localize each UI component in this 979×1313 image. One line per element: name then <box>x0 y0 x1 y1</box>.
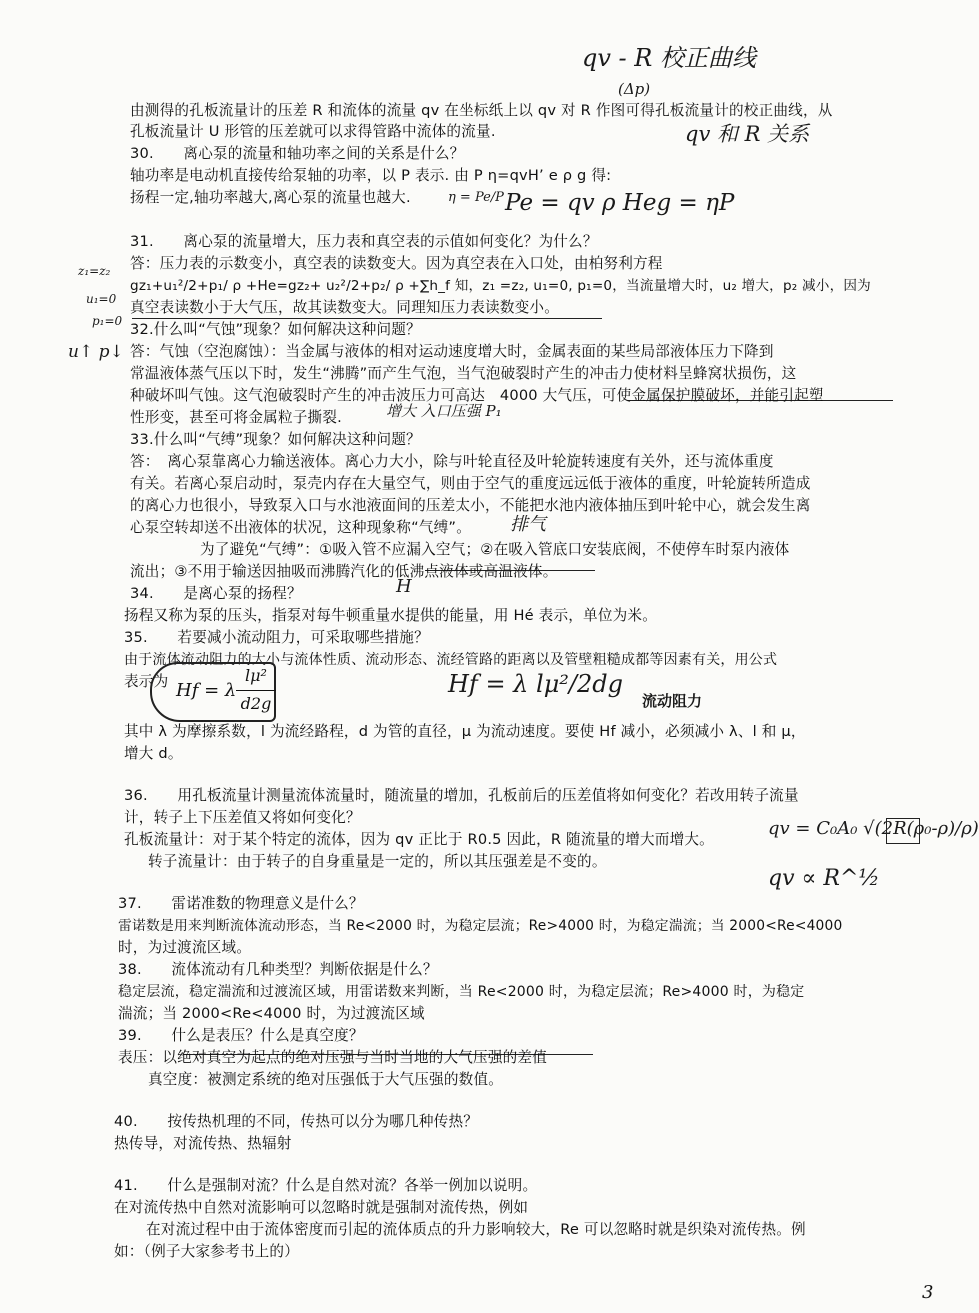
handwritten-qv-prop: qv ∝ R^½ <box>768 866 880 891</box>
answer-31: 真空表读数小于大气压，故其读数变大。同理知压力表读数变小。 <box>130 299 560 316</box>
question-40: 40. 按传热机理的不同，传热可以分为哪几种传热？ <box>114 1113 479 1130</box>
answer-32: 常温液体蒸气压以下时，发生“沸腾”而产生气泡，当气泡破裂时产生的冲击力使材料呈蜂窝状损伤，这 <box>130 365 797 382</box>
question-32: 32.什么叫“气蚀”现象？如何解决这种问题？ <box>130 321 421 338</box>
question-33: 33.什么叫“气缚”现象？如何解决这种问题？ <box>130 431 421 448</box>
handwritten-note-dp: (Δp) <box>618 80 651 98</box>
handwritten-formula-hf: Hf = λ lμ²/2dg <box>448 670 623 698</box>
question-36: 36. 用孔板流量计测量流体流量时，随流量的增加，孔板前后的压差值将如何变化？若改用转子流量 <box>124 787 799 804</box>
formula-lhs: Hf = λ <box>176 680 237 701</box>
answer-38: 稳定层流，稳定湍流和过渡流区域，用雷诺数来判断，当 Re<2000 时，为稳定层流；Re>4000 时，为稳定 <box>118 984 805 1000</box>
answer-37: 雷诺数是用来判断流体流动形态，当 Re<2000 时，为稳定层流；Re>4000 时，为稳定湍流；当 2000<Re<4000 <box>118 918 843 934</box>
question-41: 41. 什么是强制对流？什么是自然对流？各举一例加以说明。 <box>114 1177 538 1194</box>
answer-33: 答： 离心泵靠离心力输送液体。离心力大小，除与叶轮直径及叶轮旋转速度有关外，还与流体重度 <box>130 453 774 470</box>
answer-35: 增大 d。 <box>124 745 183 762</box>
handwritten-eta-frac: η = Pe/P <box>448 190 504 205</box>
handwritten-u-zero: u₁=0 <box>86 292 117 306</box>
question-30: 30. 离心泵的流量和轴功率之间的关系是什么？ <box>130 145 465 162</box>
answer-38: 湍流；当 2000<Re<4000 时，为过渡流区域 <box>118 1005 425 1022</box>
answer-33: 心泵空转却送不出液体的状况，这种现象称“气缚”。 <box>130 519 471 536</box>
answer-31: 答：压力表的示数变小，真空表的读数变大。因为真空表在入口处，由柏努利方程 <box>130 255 663 272</box>
handwritten-u-p: u↑ p↓ <box>68 342 124 362</box>
answer-32: 答：气蚀（空泡腐蚀）：当金属与液体的相对运动速度增大时，金属表面的某些局部液体压力下降到 <box>130 343 774 360</box>
handwritten-note-exhaust: 排气 <box>510 514 546 535</box>
handwritten-note-calibration: qv - R 校正曲线 <box>582 44 756 72</box>
answer-36: 孔板流量计：对于某个特定的流体，因为 qv 正比于 R0.5 因此，R 随流量的增大而增大。 <box>124 831 714 848</box>
answer-34: 扬程又称为泵的压头，指泵对每牛顿重量水提供的能量，用 Hé 表示，单位为米。 <box>124 607 658 624</box>
pen-box-formula <box>886 818 920 844</box>
answer-30: 轴功率是电动机直接传给泵轴的功率，以 P 表示. 由 P η=qvH’ e ρ g 得: <box>130 167 612 184</box>
answer-32: 性形变，甚至可将金属粒子撕裂. <box>130 409 342 426</box>
formula-denominator: d2g <box>240 694 272 713</box>
question-39: 39. 什么是表压？什么是真空度？ <box>118 1027 364 1044</box>
question-36: 计，转子上下压差值又将如何变化？ <box>124 809 361 826</box>
handwritten-note-34: H <box>396 576 412 597</box>
answer-32: 种破坏叫气蚀。这气泡破裂时产生的冲击波压力可高达 4000 大气压，可使金属保护膜破坏，并能引起塑 <box>130 387 824 404</box>
handwritten-z-eq: z₁=z₂ <box>78 264 111 278</box>
question-31: 31. 离心泵的流量增大，压力表和真空表的示值如何变化？为什么？ <box>130 233 598 250</box>
handwritten-note-32: 增大 入口压强 P₁ <box>386 402 502 420</box>
answer-41: 在对流过程中由于流体密度而引起的流体质点的升力影响较大，Re 可以忽略时就是织染对流传热。例 <box>146 1221 806 1238</box>
formula-fraction-bar <box>236 690 276 691</box>
answer-30: 扬程一定,轴功率越大,离心泵的流量也越大. <box>130 189 411 206</box>
answer-35: 由于流体流动阻力的大小与流体性质、流动形态、流经管路的距离以及管壁粗糙成都等因素有关，用公式 <box>124 652 778 668</box>
answer-40: 热传导，对流传热、热辐射 <box>114 1135 292 1152</box>
answer-33: 的离心力也很小，导致泵入口与水池液面间的压差太小，不能把水池内液体抽压到叶轮中心，就会发生离 <box>130 497 811 514</box>
answer-39: 真空度：被测定系统的绝对压强低于大气压强的数值。 <box>148 1071 504 1088</box>
answer-36: 转子流量计：由于转子的自身重量是一定的，所以其压强差是不变的。 <box>148 853 607 870</box>
answer-31: gz₁+u₁²/2+p₁/ ρ +He=gz₂+ u₂²/2+p₂/ ρ +∑h_f 知，z₁ =z₂, u₁=0, p₁=0，当流量增大时，u₂ 增大，p₂ 减小，因为 <box>130 278 871 294</box>
text-line: 由测得的孔板流量计的压差 R 和流体的流量 qv 在坐标纸上以 qv 对 R 作图可得孔板流量计的校正曲线，从 <box>130 102 833 119</box>
answer-33: 流出；③不用于输送因抽吸而沸腾汽化的低沸点液体或高温液体。 <box>130 563 558 580</box>
text-line: 孔板流量计 U 形管的压差就可以求得管路中流体的流量. <box>130 123 496 140</box>
handwritten-p-zero: p₁=0 <box>92 314 123 328</box>
answer-37: 时，为过渡流区域。 <box>118 939 252 956</box>
pen-underline-a31 <box>132 318 602 319</box>
handwritten-note-qv-r: qv 和 R 关系 <box>685 122 810 146</box>
handwritten-formula-qv: qv = C₀A₀ √(2R(ρ₀-ρ)/ρ) <box>768 818 979 839</box>
answer-41: 如：（例子大家参考书上的） <box>114 1243 300 1260</box>
formula-numerator: lμ² <box>245 666 267 685</box>
question-35: 35. 若要减小流动阻力，可采取哪些措施？ <box>124 629 429 646</box>
answer-41: 在对流传热中自然对流影响可以忽略时就是强制对流传热，例如 <box>114 1199 529 1216</box>
question-34: 34. 是离心泵的扬程？ <box>130 585 302 602</box>
answer-35: 其中 λ 为摩擦系数，l 为流经路程，d 为管的直径，μ 为流动速度。要使 Hf 减小，必须减小 λ、l 和 μ， <box>124 723 806 740</box>
handwritten-formula-pe: Pe = qv ρ Heg = ηP <box>505 190 735 216</box>
page-mark: 3 <box>922 1282 934 1303</box>
question-37: 37. 雷诺准数的物理意义是什么？ <box>118 895 364 912</box>
answer-39: 表压：以绝对真空为起点的绝对压强与当时当地的大气压强的差值 <box>118 1049 548 1066</box>
handwritten-note-35: 流动阻力 <box>642 692 703 710</box>
answer-33: 为了避免“气缚”：①吸入管不应漏入空气；②在吸入管底口安装底阀，不使停车时泵内液体 <box>200 541 790 558</box>
answer-35: 表示为 <box>124 673 169 690</box>
answer-33: 有关。若离心泵启动时，泵壳内存在大量空气，则由于空气的重度远远低于液体的重度，叶轮旋转所造成 <box>130 475 811 492</box>
question-38: 38. 流体流动有几种类型？判断依据是什么？ <box>118 961 438 978</box>
